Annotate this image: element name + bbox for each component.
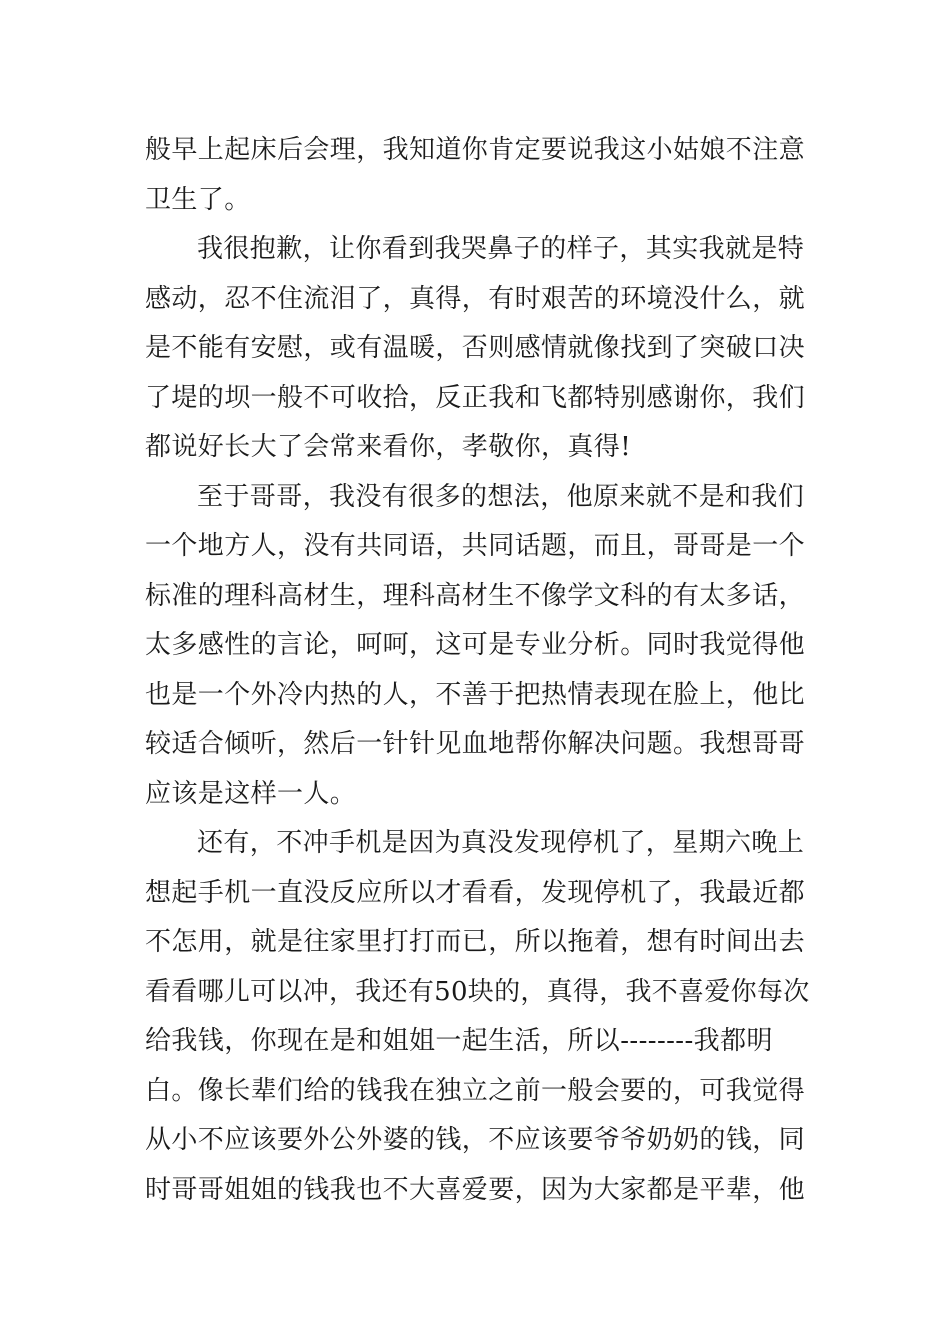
- text-line: 也是一个外冷内热的人，不善于把热情表现在脸上，他比: [145, 679, 806, 710]
- text-line: 都说好长大了会常来看你，孝敬你，真得!: [145, 432, 632, 462]
- document-body: [145, 126, 810, 1215]
- text-line: 标准的理科高材生，理科高材生不像学文科的有太多话，: [145, 580, 806, 611]
- text-line: 卫生了。: [145, 184, 251, 215]
- text-line: 应该是这样一人。: [145, 778, 357, 809]
- text-line: 较适合倾听，然后一针针见血地帮你解决问题。我想哥哥: [145, 729, 806, 759]
- text-line: 给我钱，你现在是和姐姐一起生活，所以--------我都明: [145, 1026, 773, 1056]
- text-line: 般早上起床后会理，我知道你肯定要说我这小姑娘不注意: [145, 135, 806, 165]
- text-line: 想起手机一直没反应所以才看看，发现停机了，我最近都: [145, 877, 806, 908]
- text-line: 感动，忍不住流泪了，真得，有时艰苦的环境没什么，就: [145, 283, 806, 314]
- text-line: 看看哪儿可以冲，我还有50块的，真得，我不喜爱你每次: [145, 976, 810, 1007]
- text-line: 是不能有安慰，或有温暖，否则感情就像找到了突破口决: [145, 333, 806, 363]
- text-line: 从小不应该要外公外婆的钱，不应该要爷爷奶奶的钱，同: [145, 1125, 806, 1155]
- text-line: 时哥哥姐姐的钱我也不大喜爱要，因为大家都是平辈，他: [145, 1174, 806, 1205]
- text-line: 不怎用，就是往家里打打而已，所以拖着，想有时间出去: [145, 927, 806, 957]
- text-line: 还有，不冲手机是因为真没发现停机了，星期六晚上: [197, 828, 805, 858]
- text-line: 一个地方人，没有共同语，共同话题，而且，哥哥是一个: [145, 531, 806, 561]
- text-line: 至于哥哥，我没有很多的想法，他原来就不是和我们: [197, 481, 805, 512]
- text-line: 了堤的坝一般不可收拾，反正我和飞都特别感谢你，我们: [145, 382, 806, 413]
- text-line: 白。像长辈们给的钱我在独立之前一般会要的，可我觉得: [145, 1075, 806, 1106]
- text-line: 太多感性的言论，呵呵，这可是专业分析。同时我觉得他: [145, 630, 806, 660]
- text-line: 我很抱歉，让你看到我哭鼻子的样子，其实我就是特: [197, 234, 805, 264]
